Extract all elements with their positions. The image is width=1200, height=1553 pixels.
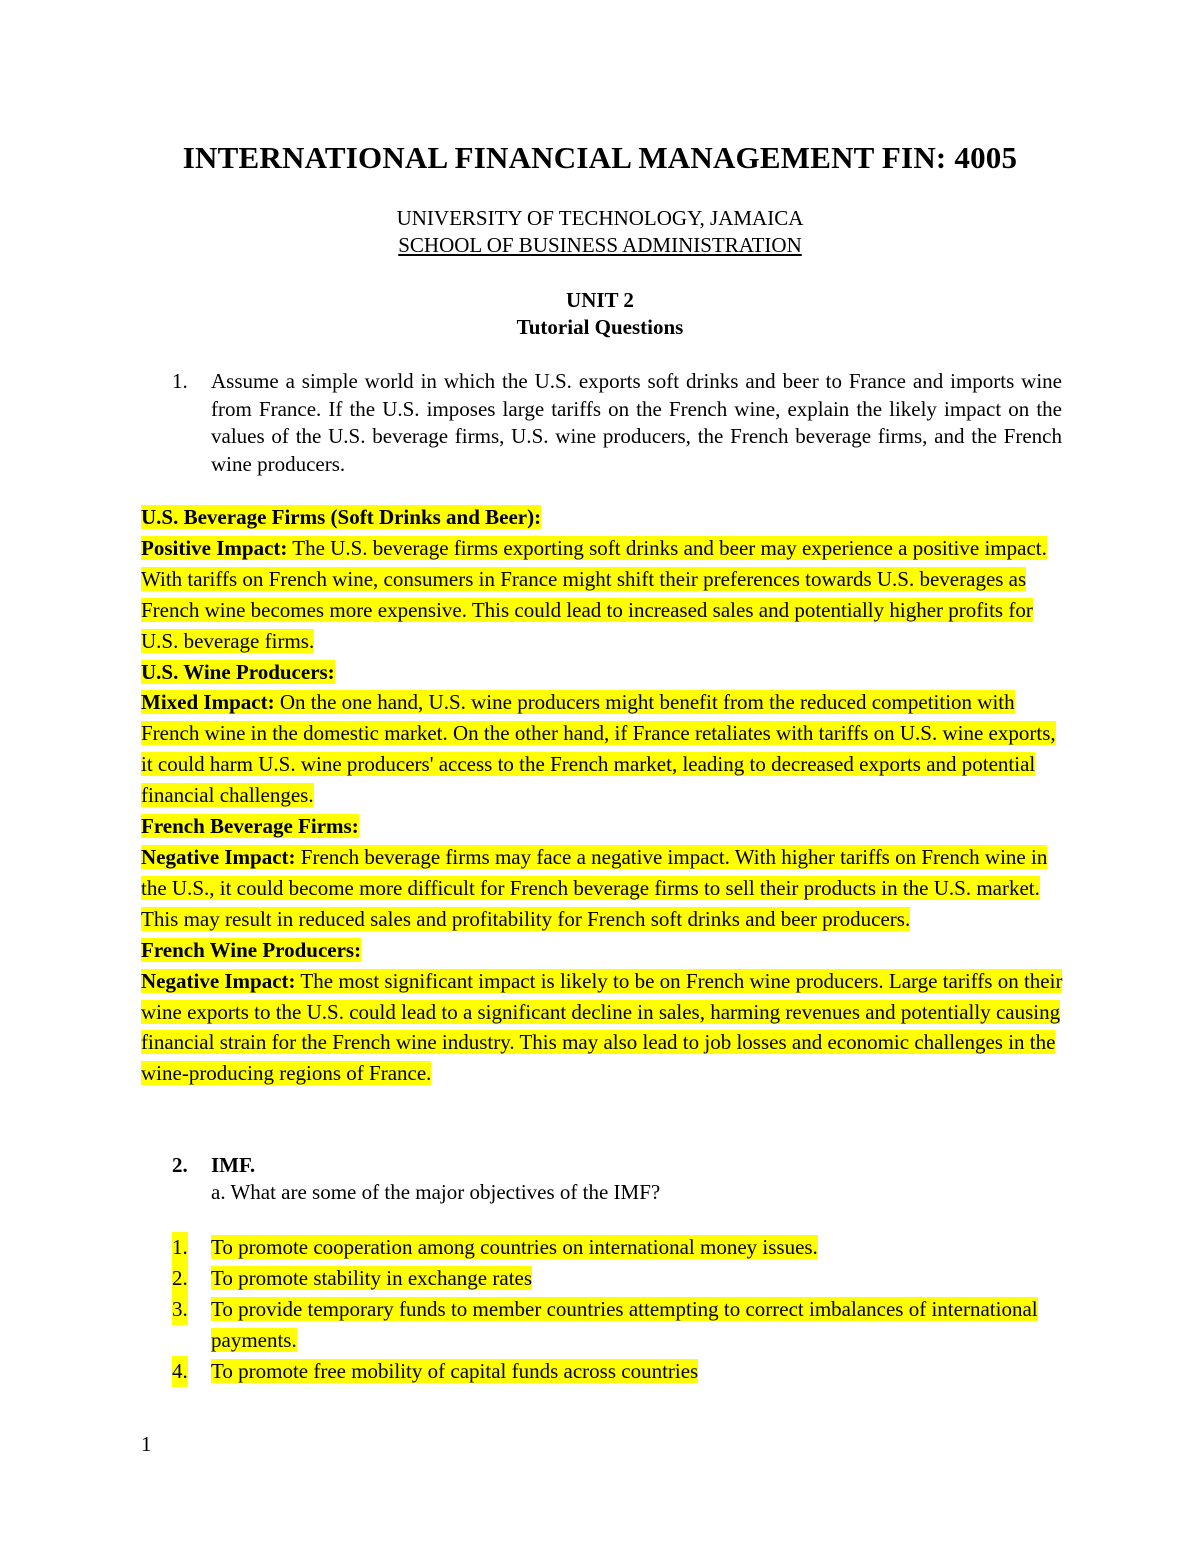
list-item — [172, 1232, 1072, 1263]
impact-label: Negative Impact: — [141, 968, 296, 993]
answer-heading — [141, 502, 1071, 533]
answer-heading — [141, 657, 1071, 688]
answer-1 — [141, 502, 1071, 1089]
answer-heading — [141, 811, 1071, 842]
list-number: 1. — [172, 1232, 188, 1263]
list-text: To promote stability in exchange rates — [211, 1265, 533, 1290]
question-1 — [172, 368, 1062, 478]
section-heading: French Beverage Firms: — [141, 814, 359, 839]
school-name: SCHOOL OF BUSINESS ADMINISTRATION — [398, 233, 802, 257]
question-2 — [172, 1152, 660, 1206]
list-item — [172, 1263, 1072, 1294]
document-title: INTERNATIONAL FINANCIAL MANAGEMENT FIN: 4005 — [182, 140, 1018, 175]
question-text: Assume a simple world in which the U.S. exports soft drinks and beer to France and imports wine from France. If the U.S. imposes large tariffs on the French wine, explain the likely impact on the values of the U.S. beverage firms, U.S. wine producers, the French beverage firms, and the French wine producers. — [211, 369, 1062, 476]
impact-text: The most significant impact is likely to be on French wine producers. Large tariffs on their wine exports to the U.S. could lead to a significant decline in sales, harming revenues and potentially causing financial strain for the French wine industry. This may also lead to job losses and economic challenges in the wine-producing regions of France. — [141, 968, 1063, 1086]
section-heading: French Wine Producers: — [141, 937, 362, 962]
page-number: 1 — [141, 1432, 152, 1456]
answer-paragraph — [141, 533, 1071, 657]
question-number: 1. — [172, 369, 188, 393]
section-heading: U.S. Beverage Firms (Soft Drinks and Beer): — [141, 505, 542, 529]
answer-paragraph — [141, 687, 1071, 811]
list-number: 3. — [172, 1294, 188, 1325]
impact-text: The U.S. beverage firms exporting soft drinks and beer may experience a positive impact. With tariffs on French wine, consumers in France might shift their preferences towards U.S. beverages as French wine becomes more expensive. This could lead to increased sales and potentially higher profits for U.S. beverage firms. — [141, 535, 1047, 653]
answer-paragraph — [141, 842, 1071, 935]
impact-label: Positive Impact: — [141, 535, 288, 560]
unit-label: UNIT 2 — [566, 288, 634, 312]
list-text: To provide temporary funds to member countries attempting to correct imbalances of international payments. — [211, 1296, 1038, 1352]
list-item — [172, 1294, 1072, 1356]
impact-label: Mixed Impact: — [141, 690, 275, 715]
impact-text: French beverage firms may face a negative impact. With higher tariffs on French wine in the U.S., it could become more difficult for French beverage firms to sell their products in the U.S. market. This may result in reduced sales and profitability for French soft drinks and beer producers. — [141, 844, 1048, 931]
answer-paragraph — [141, 966, 1071, 1090]
question-subpart: a. What are some of the major objectives of the IMF? — [211, 1180, 661, 1204]
list-text: To promote free mobility of capital funds across countries — [211, 1358, 699, 1383]
impact-text: On the one hand, U.S. wine producers might benefit from the reduced competition with French wine in the domestic market. On the other hand, if France retaliates with tariffs on U.S. wine exports, it could harm U.S. wine producers' access to the French market, leading to decreased exports and potential financial challenges. — [141, 690, 1056, 808]
list-item — [172, 1356, 1072, 1387]
tutorial-subtitle: Tutorial Questions — [516, 315, 684, 339]
imf-objectives-list — [172, 1232, 1072, 1387]
list-number: 2. — [172, 1263, 188, 1294]
section-heading: U.S. Wine Producers: — [141, 659, 335, 684]
question-number: 2. — [172, 1153, 188, 1177]
question-heading: IMF. — [211, 1153, 256, 1177]
answer-heading — [141, 935, 1071, 966]
university-name: UNIVERSITY OF TECHNOLOGY, JAMAICA — [396, 206, 804, 230]
list-text: To promote cooperation among countries on international money issues. — [211, 1235, 818, 1259]
impact-label: Negative Impact: — [141, 844, 296, 869]
list-number: 4. — [172, 1356, 188, 1387]
